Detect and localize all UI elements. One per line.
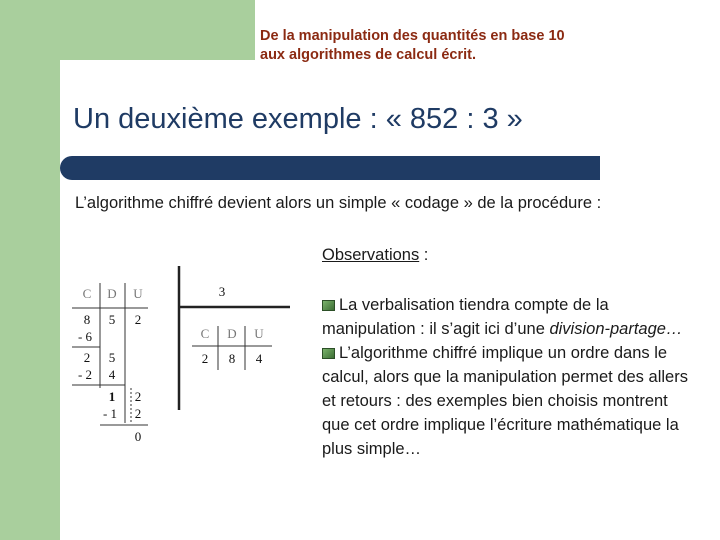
header-line-1: De la manipulation des quantités en base 10 [260,28,565,44]
square-bullet-icon [322,348,335,359]
quotient-header-d: D [227,326,237,341]
observation-1 [322,293,694,341]
observations-colon: : [419,246,429,264]
sidebar-green-band [0,0,60,540]
remainder-2: 1 [108,389,116,404]
dividend-units: 2 [134,312,142,327]
observations-label: Observations [322,246,420,264]
title-underline-bar [60,156,600,180]
quotient-units: 4 [255,351,263,366]
observation-2-text: L’algorithme chiffré implique un ordre dans le calcul, alors que la manipulation permet des allers et retours : des exemples bien choisis montrent que cet ordre implique l’écriture mathématique la plus simple… [322,344,688,458]
final-remainder: 0 [134,429,142,444]
subtract-2: - 2 [77,367,93,382]
remainder-1: 2 [83,350,91,365]
top-green-band [0,0,255,60]
subtract-3-units: 2 [134,406,142,421]
quotient-hundreds: 2 [201,351,209,366]
quotient-header-u: U [254,326,264,341]
observation-2 [322,341,694,461]
dividend-header-d: D [107,286,117,301]
observation-1-italic: division-partage… [549,320,683,338]
dividend-header-c: C [82,286,92,301]
intro-text: L’algorithme chiffré devient alors un simple « codage » de la procédure : [75,194,602,212]
division-diagram [60,258,290,448]
observation-1-text: La verbalisation tiendra compte de la manipulation : il s’agit ici d’une [322,296,609,338]
subtract-1: - 6 [77,329,93,344]
bring-down-2: 2 [134,389,142,404]
observations-body [322,293,694,461]
subtract-2-tens: 4 [108,367,116,382]
bring-down-1: 5 [108,350,116,365]
rounded-corner [60,60,100,100]
quotient-tens: 8 [228,351,236,366]
divisor: 3 [218,284,226,299]
dividend-tens: 5 [108,312,116,327]
subtract-3: - 1 [102,406,118,421]
dividend-hundreds: 8 [83,312,91,327]
dividend-header-u: U [133,286,143,301]
header-line-2: aux algorithmes de calcul écrit. [260,47,476,63]
observations-heading [322,246,428,265]
slide-title: Un deuxième exemple : « 852 : 3 » [73,103,523,135]
quotient-header-c: C [200,326,210,341]
square-bullet-icon [322,300,335,311]
slide-header [260,27,565,65]
